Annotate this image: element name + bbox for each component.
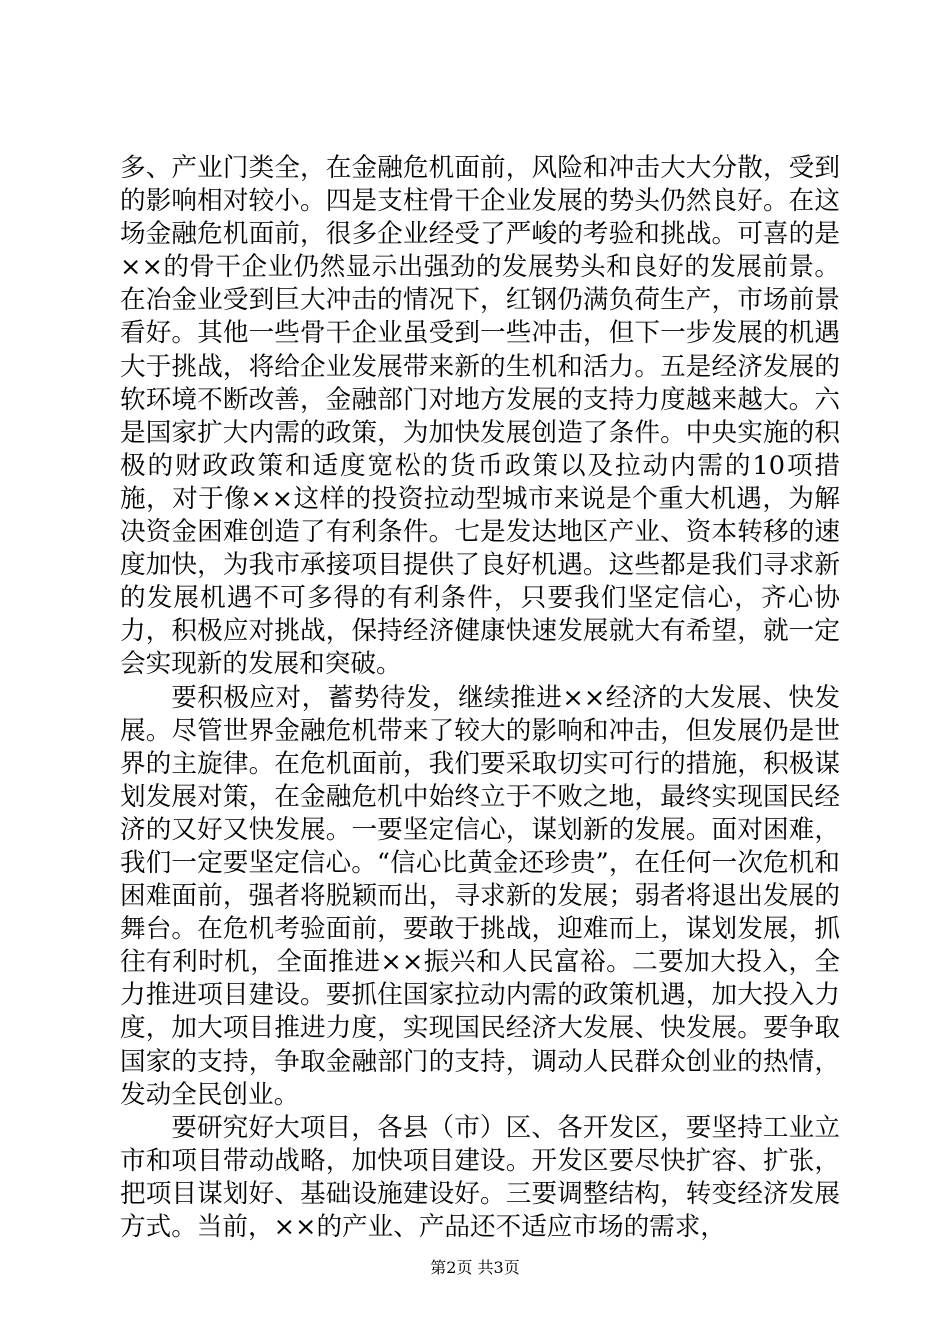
document-body bbox=[120, 152, 840, 1244]
paragraph-2: 要积极应对，蓄势待发，继续推进××经济的大发展、快发展。尽管世界金融危机带来了较大的影响和冲击，但发展仍是世界的主旋律。在危机面前，我们要采取切实可行的措施，积极谋划发展对策，在金融危机中始终立于不败之地，最终实现国民经济的又好又快发展。一要坚定信心，谋划新的发展。面对困难，我们一定要坚定信心。“信心比黄金还珍贵”，在任何一次危机和困难面前，强者将脱颖而出，寻求新的发展；弱者将退出发展的舞台。在危机考验面前，要敢于挑战，迎难而上，谋划发展，抓往有利时机，全面推进××振兴和人民富裕。二要加大投入，全力推进项目建设。要抓住国家拉动内需的政策机遇，加大投入力度，加大项目推进力度，实现国民经济大发展、快发展。要争取国家的支持，争取金融部门的支持，调动人民群众创业的热情，发动全民创业。 bbox=[120, 682, 840, 1110]
paragraph-1: 多、产业门类全，在金融危机面前，风险和冲击大大分散，受到的影响相对较小。四是支柱骨干企业发展的势头仍然良好。在这场金融危机面前，很多企业经受了严峻的考验和挑战。可喜的是××的骨干企业仍然显示出强劲的发展势头和良好的发展前景。在冶金业受到巨大冲击的情况下，红钢仍满负荷生产，市场前景看好。其他一些骨干企业虽受到一些冲击，但下一步发展的机遇大于挑战，将给企业发展带来新的生机和活力。五是经济发展的软环境不断改善，金融部门对地方发展的支持力度越来越大。六是国家扩大内需的政策，为加快发展创造了条件。中央实施的积极的财政政策和适度宽松的货币政策以及拉动内需的10项措施，对于像××这样的投资拉动型城市来说是个重大机遇，为解决资金困难创造了有利条件。七是发达地区产业、资本转移的速度加快，为我市承接项目提供了良好机遇。这些都是我们寻求新的发展机遇不可多得的有利条件，只要我们坚定信心，齐心协力，积极应对挑战，保持经济健康快速发展就大有希望，就一定会实现新的发展和突破。 bbox=[120, 153, 840, 680]
page-footer: 第2页 共3页 bbox=[430, 1258, 520, 1277]
paragraph-3: 要研究好大项目，各县（市）区、各开发区，要坚持工业立市和项目带动战略，加快项目建设。开发区要尽快扩容、扩张，把项目谋划好、基础设施建设好。三要调整结构，转变经济发展方式。当前，××的产业、产品还不适应市场的需求， bbox=[120, 1112, 840, 1242]
